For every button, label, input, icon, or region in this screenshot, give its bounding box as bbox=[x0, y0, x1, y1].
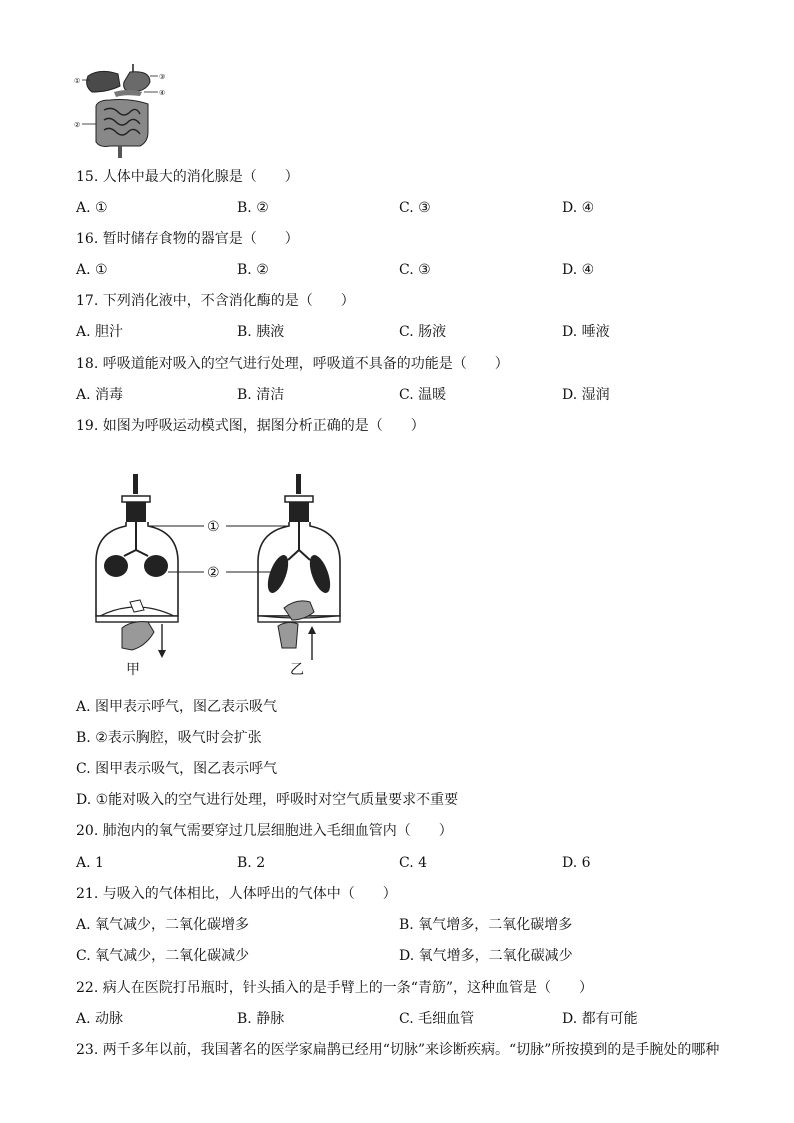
q19-option-b[interactable]: B. ②表示胸腔，吸气时会扩张 bbox=[76, 730, 262, 746]
q22-option-d[interactable]: D. 都有可能 bbox=[562, 1011, 638, 1027]
question-15-stem: 15. 人体中最大的消化腺是（ ） bbox=[76, 169, 299, 185]
breathing-model-figure bbox=[92, 470, 362, 680]
q21-option-d[interactable]: D. 氧气增多，二氧化碳减少 bbox=[399, 948, 573, 964]
q20-option-a[interactable]: A. 1 bbox=[76, 855, 104, 871]
q16-option-b[interactable]: B. ② bbox=[237, 262, 269, 278]
q18-option-c[interactable]: C. 温暖 bbox=[399, 387, 447, 403]
q17-option-d[interactable]: D. 唾液 bbox=[562, 324, 610, 340]
caption-jia: 甲 bbox=[126, 662, 140, 678]
question-23-stem: 23. 两千多年以前，我国著名的医学家扁鹊已经用“切脉”来诊断疾病。“切脉”所按摸到的是手腕处的哪种 bbox=[76, 1042, 720, 1058]
question-21-stem: 21. 与吸入的气体相比，人体呼出的气体中（ ） bbox=[76, 886, 397, 902]
q20-option-b[interactable]: B. 2 bbox=[237, 855, 266, 871]
question-17-options bbox=[76, 323, 736, 341]
q22-option-c[interactable]: C. 毛细血管 bbox=[399, 1011, 475, 1027]
q21-option-c[interactable]: C. 氧气减少，二氧化碳减少 bbox=[76, 948, 250, 964]
label-3: ③ bbox=[159, 73, 166, 81]
question-16-options bbox=[76, 261, 736, 279]
jar-right bbox=[258, 474, 340, 660]
question-18-stem: 18. 呼吸道能对吸入的空气进行处理，呼吸道不具备的功能是（ ） bbox=[76, 356, 509, 372]
model-label-2: ② bbox=[207, 565, 220, 581]
q22-option-b[interactable]: B. 静脉 bbox=[237, 1011, 285, 1027]
q18-option-a[interactable]: A. 消毒 bbox=[76, 387, 124, 403]
q20-option-c[interactable]: C. 4 bbox=[399, 855, 428, 871]
question-20-options bbox=[76, 854, 736, 872]
q18-option-d[interactable]: D. 湿润 bbox=[562, 387, 610, 403]
question-22-options bbox=[76, 1010, 736, 1028]
q19-option-c[interactable]: C. 图甲表示吸气，图乙表示呼气 bbox=[76, 761, 278, 777]
digestive-system-figure bbox=[70, 62, 170, 162]
q19-option-d[interactable]: D. ①能对吸入的空气进行处理，呼吸时对空气质量要求不重要 bbox=[76, 792, 459, 808]
q17-option-a[interactable]: A. 胆汁 bbox=[76, 324, 124, 340]
pancreas-shape bbox=[114, 90, 142, 97]
caption-yi: 乙 bbox=[290, 662, 304, 678]
jar-left bbox=[96, 474, 178, 658]
question-18-options bbox=[76, 386, 736, 404]
stomach-shape bbox=[124, 72, 150, 92]
question-22-stem: 22. 病人在医院打吊瓶时，针头插入的是手臂上的一条“青筋”，这种血管是（ ） bbox=[76, 980, 594, 996]
q16-option-d[interactable]: D. ④ bbox=[562, 262, 595, 278]
q21-option-a[interactable]: A. 氧气减少，二氧化碳增多 bbox=[76, 917, 250, 933]
question-16-stem: 16. 暂时储存食物的器官是（ ） bbox=[76, 231, 299, 247]
q15-option-d[interactable]: D. ④ bbox=[562, 200, 595, 216]
liver-shape bbox=[87, 71, 120, 92]
label-1: ① bbox=[74, 77, 81, 85]
question-20-stem: 20. 肺泡内的氧气需要穿过几层细胞进入毛细血管内（ ） bbox=[76, 823, 453, 839]
rectum-shape bbox=[118, 146, 122, 158]
question-21-options-row2 bbox=[76, 947, 736, 965]
question-17-stem: 17. 下列消化液中，不含消化酶的是（ ） bbox=[76, 293, 355, 309]
q15-option-b[interactable]: B. ② bbox=[237, 200, 269, 216]
q20-option-d[interactable]: D. 6 bbox=[562, 855, 591, 871]
q22-option-a[interactable]: A. 动脉 bbox=[76, 1011, 124, 1027]
q17-option-b[interactable]: B. 胰液 bbox=[237, 324, 285, 340]
q15-option-a[interactable]: A. ① bbox=[76, 200, 108, 216]
q17-option-c[interactable]: C. 肠液 bbox=[399, 324, 447, 340]
q16-option-a[interactable]: A. ① bbox=[76, 262, 108, 278]
model-label-1: ① bbox=[207, 519, 220, 535]
label-4: ④ bbox=[159, 89, 166, 97]
q19-option-a[interactable]: A. 图甲表示呼气，图乙表示吸气 bbox=[76, 699, 278, 715]
large-intestine-shape bbox=[96, 100, 148, 147]
question-21-options-row1 bbox=[76, 916, 736, 934]
q15-option-c[interactable]: C. ③ bbox=[399, 200, 431, 216]
question-15-options bbox=[76, 199, 736, 217]
question-19-stem: 19. 如图为呼吸运动模式图，据图分析正确的是（ ） bbox=[76, 418, 425, 434]
q16-option-c[interactable]: C. ③ bbox=[399, 262, 431, 278]
q18-option-b[interactable]: B. 清洁 bbox=[237, 387, 285, 403]
q21-option-b[interactable]: B. 氧气增多，二氧化碳增多 bbox=[399, 917, 573, 933]
label-2: ② bbox=[74, 121, 81, 129]
